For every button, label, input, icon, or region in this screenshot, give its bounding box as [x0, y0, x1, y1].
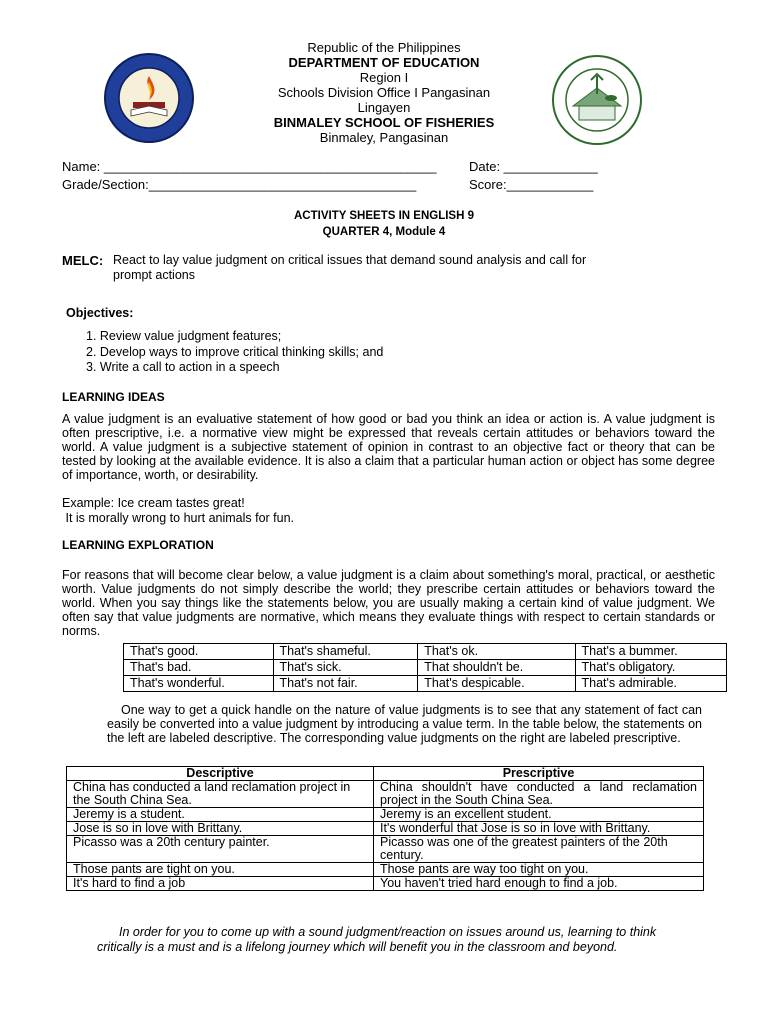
prescriptive-cell: You haven't tried hard enough to find a job.	[374, 877, 704, 891]
table-row	[67, 808, 704, 822]
table-row	[67, 836, 704, 863]
prescriptive-cell: China shouldn't have conducted a land reclamation project in the South China Sea.	[374, 781, 704, 808]
descriptive-prescriptive-table	[66, 766, 704, 891]
table-cell: That's not fair.	[273, 676, 418, 692]
table-row	[124, 660, 727, 676]
header-department: DEPARTMENT OF EDUCATION	[288, 55, 480, 70]
activity-title: ACTIVITY SHEETS IN ENGLISH 9	[294, 210, 474, 222]
score-field[interactable]: Score:____________	[469, 177, 594, 192]
header-region: Region I	[359, 70, 409, 85]
descriptive-cell: Jose is so in love with Brittany.	[67, 822, 374, 836]
name-field[interactable]: Name: ______________________________________________	[62, 159, 437, 174]
table-cell: That's a bummer.	[575, 644, 726, 660]
table-cell: That's bad.	[124, 660, 274, 676]
melc-label: MELC:	[62, 253, 104, 268]
table-row	[124, 676, 727, 692]
descriptive-cell: Jeremy is a student.	[67, 808, 374, 822]
header-school: BINMALEY SCHOOL OF FISHERIES	[273, 115, 495, 130]
table-cell: That's despicable.	[418, 676, 575, 692]
descriptive-header: Descriptive	[67, 767, 374, 781]
grade-section-field[interactable]: Grade/Section:_____________________________________	[62, 177, 417, 192]
objective-item: 1. Review value judgment features;	[86, 329, 282, 343]
descriptive-cell: Those pants are tight on you.	[67, 863, 374, 877]
descriptive-cell: China has conducted a land reclamation project in the South China Sea.	[67, 781, 374, 808]
learning-exploration-paragraph: For reasons that will become clear below, a value judgment is a claim about something's moral, practical, or aesthetic worth. Value judgments do not simply describe the world; they prescribe certain attitudes or behaviors toward the world. When you say things like the statements below, you are usually making a certain kind of value judgment. We often say that value judgments are normative, which means they evaluate things with respect to certain standards or norms.	[62, 568, 715, 638]
table-cell: That's wonderful.	[124, 676, 274, 692]
melc-text-line2: prompt actions	[113, 268, 195, 282]
header-division: Schools Division Office I Pangasinan	[277, 85, 491, 100]
prescriptive-cell: Those pants are way too tight on you.	[374, 863, 704, 877]
prescriptive-cell: It's wonderful that Jose is so in love with Brittany.	[374, 822, 704, 836]
value-judgment-table	[123, 643, 727, 692]
table-row	[67, 822, 704, 836]
table-header-row	[67, 767, 704, 781]
table-cell: That's obligatory.	[575, 660, 726, 676]
prescriptive-cell: Jeremy is an excellent student.	[374, 808, 704, 822]
objective-item: 3. Write a call to action in a speech	[86, 360, 280, 374]
descriptive-prescriptive-paragraph: One way to get a quick handle on the nature of value judgments is to see that any statement of fact can easily be converted into a value judgment by introducing a value term. In the table below, the statements on the left are labeled descriptive. The corresponding value judgments on the right are labeled prescriptive.	[107, 703, 702, 745]
table-row	[67, 781, 704, 808]
quarter-title: QUARTER 4, Module 4	[322, 226, 446, 238]
date-field[interactable]: Date: _____________	[469, 159, 598, 174]
header-location: Binmaley, Pangasinan	[319, 130, 449, 145]
table-cell: That's sick.	[273, 660, 418, 676]
table-cell: That's ok.	[418, 644, 575, 660]
objective-item: 2. Develop ways to improve critical thinking skills; and	[86, 345, 384, 359]
descriptive-cell: Picasso was a 20th century painter.	[67, 836, 374, 863]
example-line2: It is morally wrong to hurt animals for fun.	[62, 511, 295, 525]
header-republic: Republic of the Philippines	[307, 40, 461, 55]
learning-ideas-heading: LEARNING IDEAS	[62, 390, 165, 404]
table-cell: That shouldn't be.	[418, 660, 575, 676]
table-row	[67, 877, 704, 891]
table-cell: That's admirable.	[575, 676, 726, 692]
header-lingayen: Lingayen	[357, 100, 411, 115]
learning-ideas-paragraph: A value judgment is an evaluative statement of how good or bad you think an idea or action is. A value judgment is often prescriptive, i.e. a normative view might be expressed that reveals certain attitudes or behaviors toward the world. A value judgment is a subjective statement of opinion in contrast to an objective fact or theory that can be tested by looking at the available evidence. It is also a claim that a particular human action or object has some degree of importance, worth, or desirability.	[62, 412, 715, 482]
prescriptive-cell: Picasso was one of the greatest painters of the 20th century.	[374, 836, 704, 863]
table-row	[124, 644, 727, 660]
prescriptive-header: Prescriptive	[374, 767, 704, 781]
table-cell: That's good.	[124, 644, 274, 660]
example-line1: Example: Ice cream tastes great!	[62, 496, 245, 510]
table-cell: That's shameful.	[273, 644, 418, 660]
learning-exploration-heading: LEARNING EXPLORATION	[62, 538, 214, 552]
objectives-heading: Objectives:	[66, 306, 134, 320]
table-row	[67, 863, 704, 877]
closing-paragraph: In order for you to come up with a sound judgment/reaction on issues around us, learning to think critically is a must and is a lifelong journey which will benefit you in the classroom and beyond.	[97, 925, 657, 954]
melc-text-line1: React to lay value judgment on critical issues that demand sound analysis and call for	[113, 253, 587, 267]
descriptive-cell: It's hard to find a job	[67, 877, 374, 891]
